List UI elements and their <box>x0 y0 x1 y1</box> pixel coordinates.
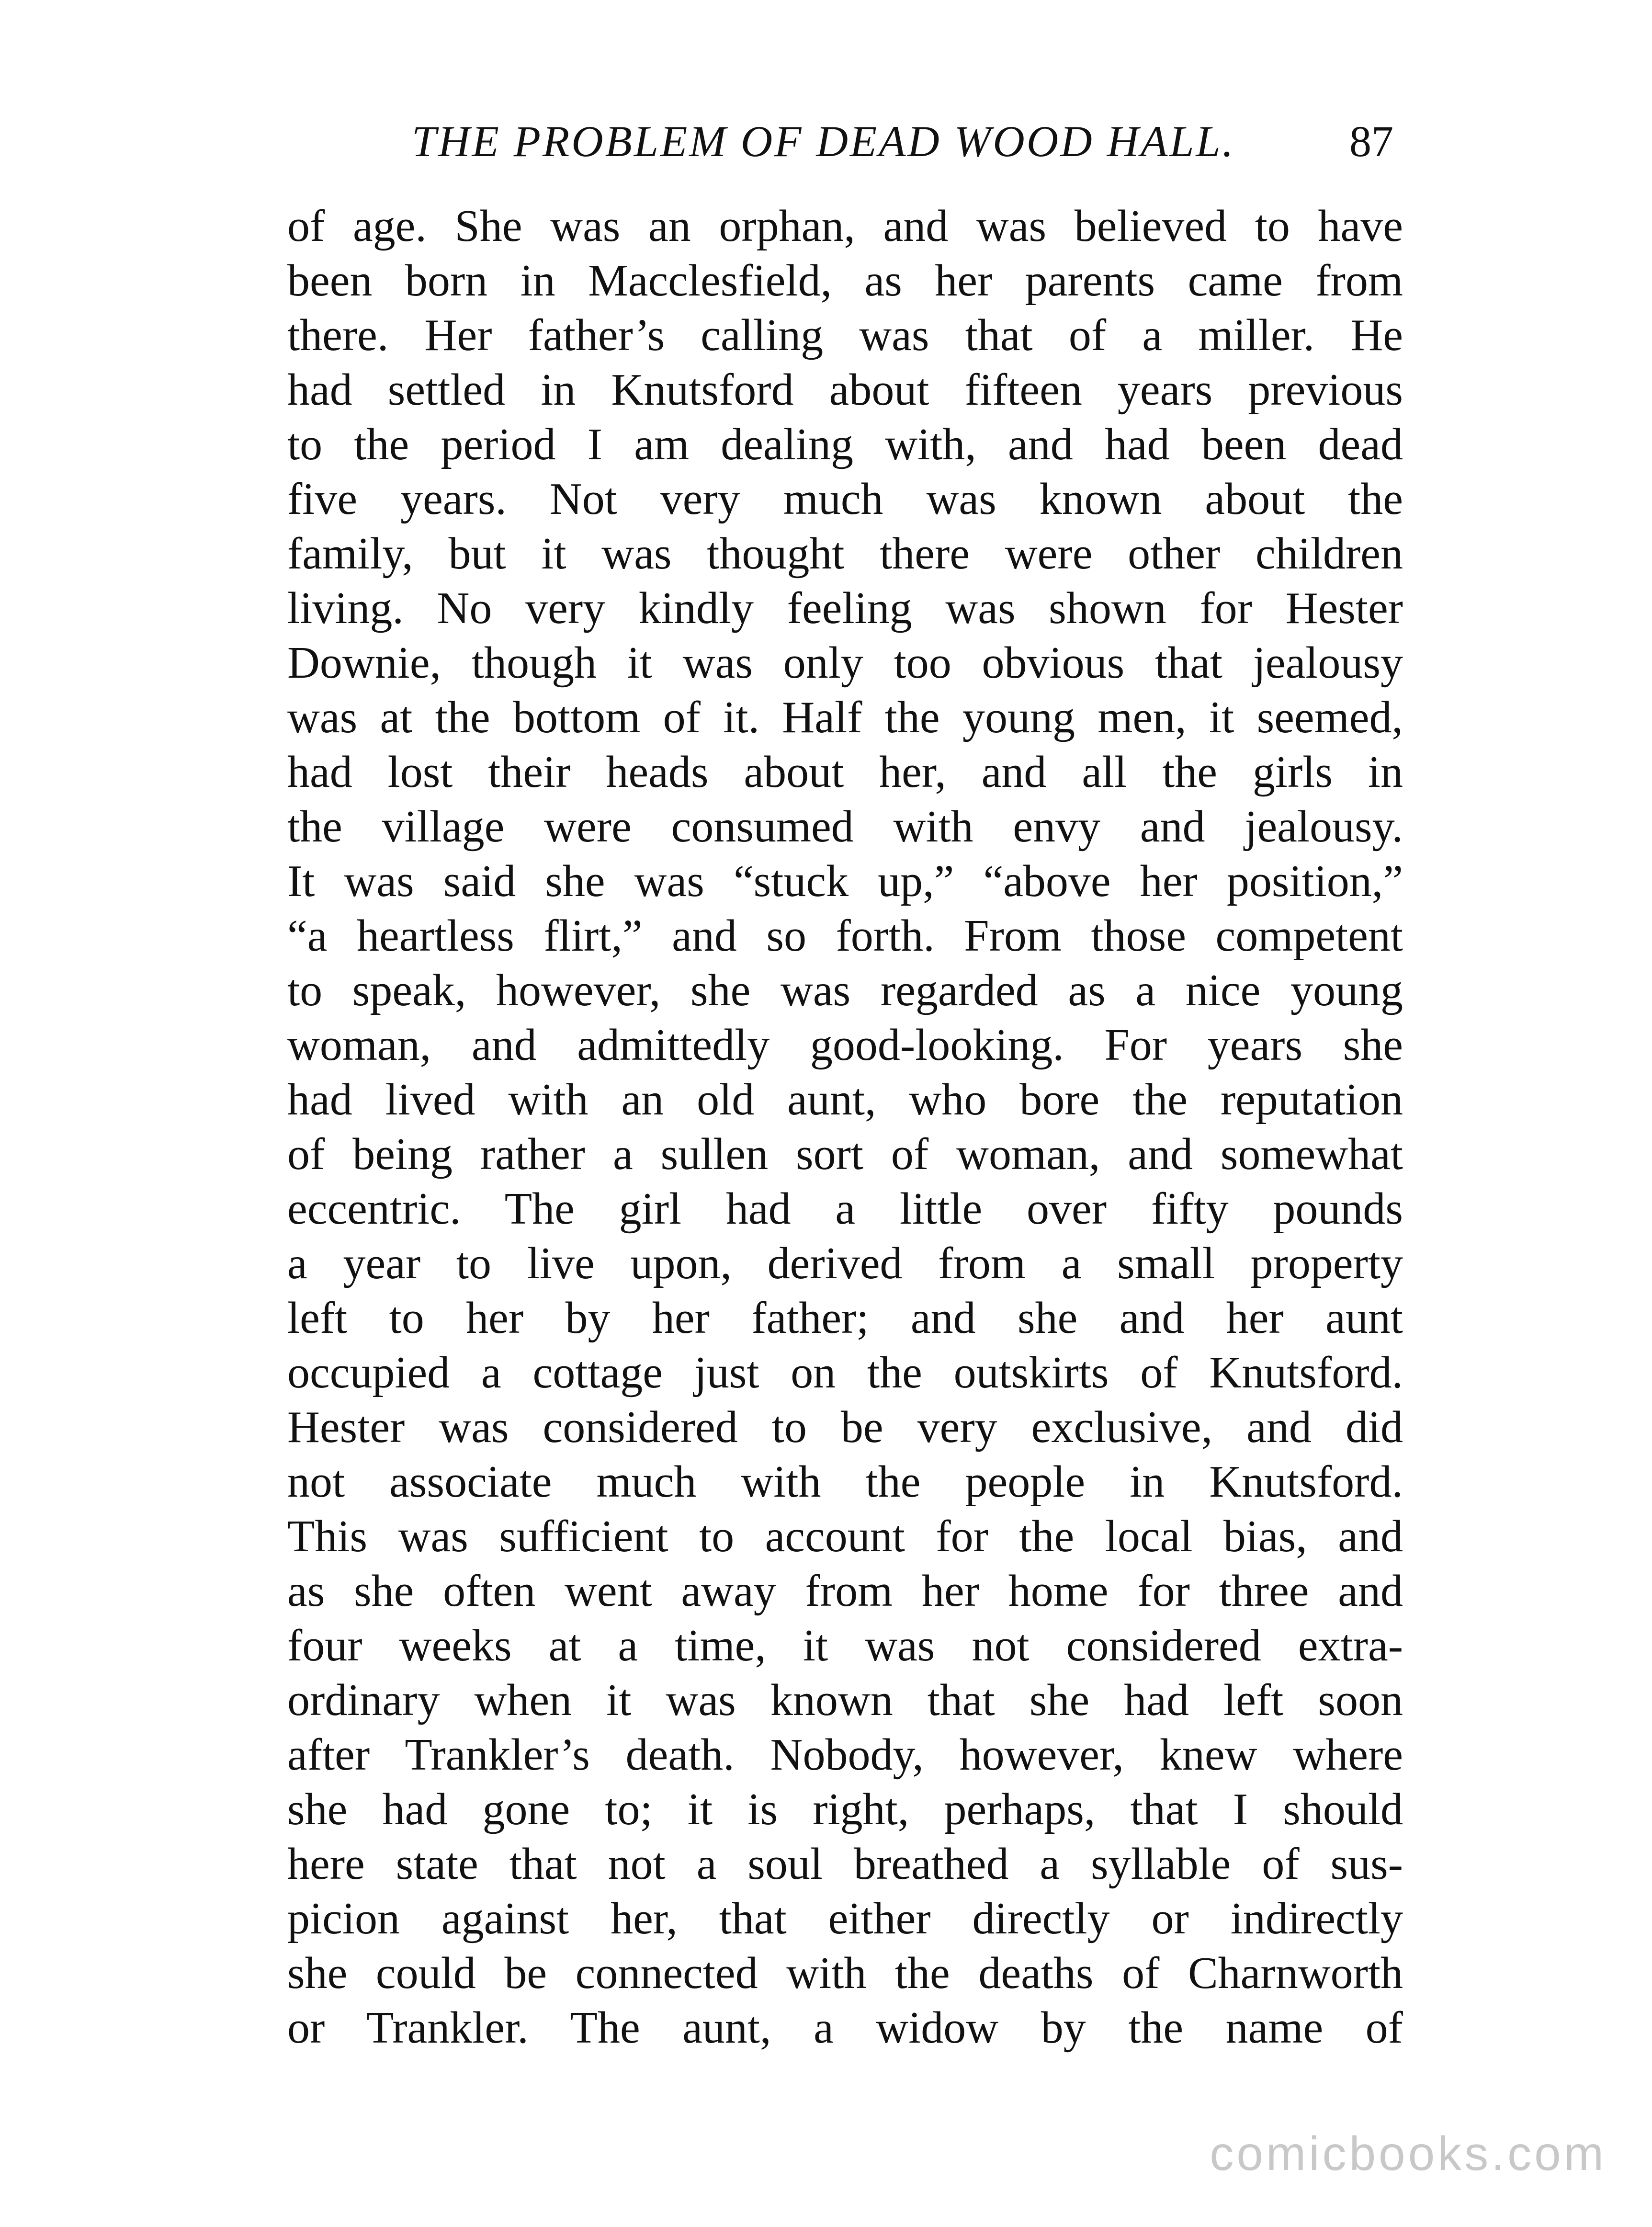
text-line: picion against her, that either directly or indirectly <box>287 1894 1403 1943</box>
text-line: of being rather a sullen sort of woman, and somewhat <box>287 1129 1403 1179</box>
text-line: had lost their heads about her, and all the girls in <box>287 747 1403 797</box>
text-line: This was sufficient to account for the local bias, and <box>287 1511 1403 1561</box>
text-line: to speak, however, she was regarded as a nice young <box>287 966 1403 1015</box>
page-number: 87 <box>1349 117 1393 166</box>
text-line: family, but it was thought there were other children <box>287 529 1403 579</box>
text-line: woman, and admittedly good-looking. For years she <box>287 1020 1403 1070</box>
body-text <box>287 199 1403 2055</box>
site-watermark: comicbooks.com <box>1210 2127 1607 2181</box>
text-line: “a heartless flirt,” and so forth. From those competent <box>287 911 1403 961</box>
text-line: she had gone to; it is right, perhaps, that I should <box>287 1784 1403 1834</box>
text-line: to the period I am dealing with, and had been dead <box>287 420 1403 469</box>
text-line: there. Her father’s calling was that of a miller. He <box>287 310 1403 360</box>
text-line: eccentric. The girl had a little over fifty pounds <box>287 1184 1403 1234</box>
text-line: the village were consumed with envy and jealousy. <box>287 802 1403 852</box>
text-line: as she often went away from her home for three and <box>287 1566 1403 1616</box>
text-line: occupied a cottage just on the outskirts of Knutsford. <box>287 1348 1403 1398</box>
text-line: It was said she was “stuck up,” “above her position,” <box>287 856 1403 906</box>
text-line: not associate much with the people in Knutsford. <box>287 1457 1403 1507</box>
running-head: THE PROBLEM OF DEAD WOOD HALL. <box>412 117 1235 166</box>
text-line: left to her by her father; and she and her aunt <box>287 1293 1403 1343</box>
text-line: ordinary when it was known that she had left soon <box>287 1675 1403 1725</box>
text-line: Hester was considered to be very exclusive, and did <box>287 1402 1403 1452</box>
text-line: of age. She was an orphan, and was believed to have <box>287 201 1403 251</box>
text-line: she could be connected with the deaths of Charnworth <box>287 1948 1403 1998</box>
text-line: been born in Macclesfield, as her parents came from <box>287 256 1403 306</box>
text-line: after Trankler’s death. Nobody, however, knew where <box>287 1730 1403 1780</box>
text-line: or Trankler. The aunt, a widow by the name of <box>287 2003 1403 2053</box>
text-line: here state that not a soul breathed a syllable of sus- <box>287 1839 1403 1889</box>
text-line: had settled in Knutsford about fifteen years previous <box>287 365 1403 415</box>
text-line: Downie, though it was only too obvious that jealousy <box>287 638 1403 688</box>
text-line: was at the bottom of it. Half the young men, it seemed, <box>287 693 1403 742</box>
text-line: five years. Not very much was known about the <box>287 474 1403 524</box>
text-line: four weeks at a time, it was not considered extra- <box>287 1621 1403 1670</box>
text-line: a year to live upon, derived from a small property <box>287 1238 1403 1288</box>
text-line: had lived with an old aunt, who bore the reputation <box>287 1075 1403 1125</box>
text-line: living. No very kindly feeling was shown for Hester <box>287 583 1403 633</box>
